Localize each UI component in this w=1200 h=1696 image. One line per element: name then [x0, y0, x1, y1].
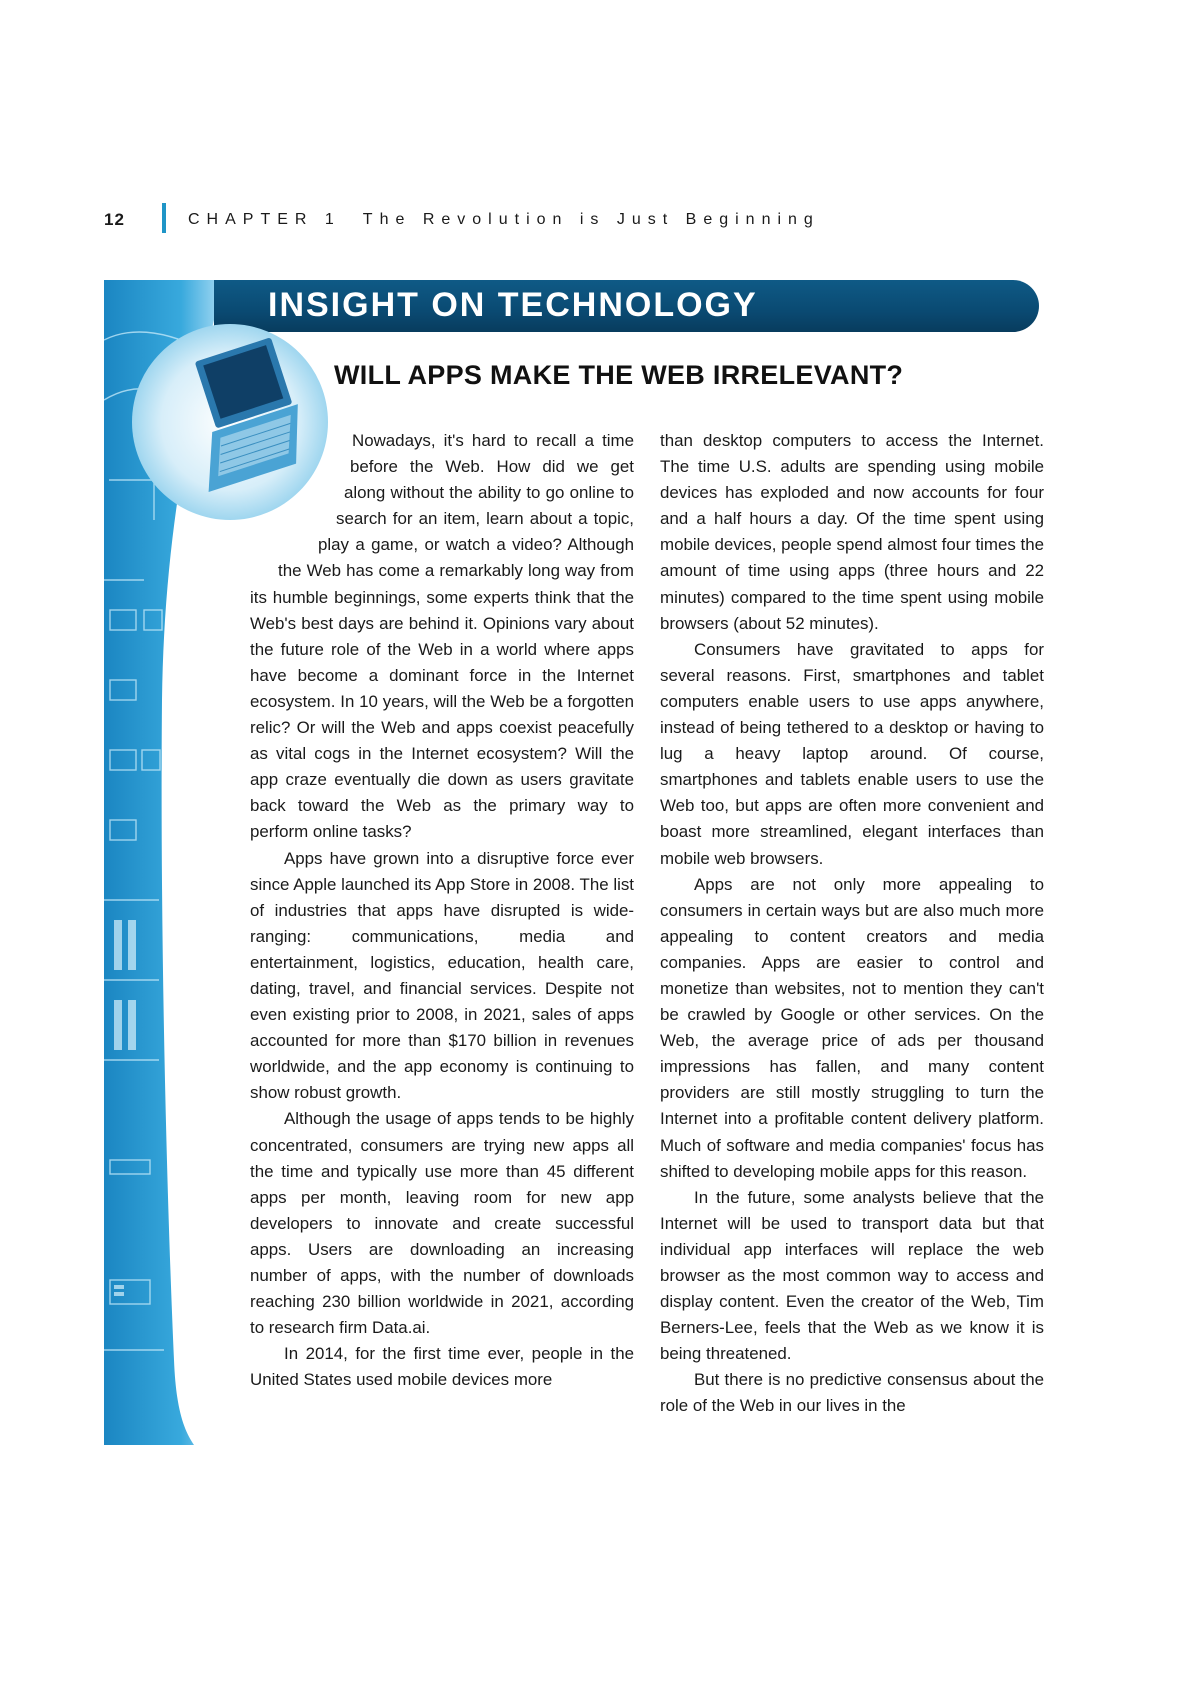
article-paragraph: Apps are not only more appealing to consumers in certain ways but are also much more appealing to content creators and media companies. Apps are easier to control and monetize than websites, not to mention they can't be crawled by Google or other services. On the Web, the average price of ads per thousand impressions has fallen, and many content providers are still mostly struggling to turn the Internet into a profitable content delivery platform. Much of software and media companies' focus has shifted to developing mobile apps for this reason.	[660, 874, 1044, 1181]
article-paragraph: Although the usage of apps tends to be highly concentrated, consumers are trying new apps all the time and typically use more than 45 different apps per month, leaving room for new app developers to innovate and create successful apps. Users are downloading an increasing number of apps, with the number of downloads reaching 230 billion worldwide in 2021, according to research firm Data.ai.	[250, 1109, 634, 1338]
chapter-number: CHAPTER 1	[188, 211, 341, 228]
article-paragraph: Nowadays, it's hard to recall a time before the Web. How did we get along without the ability to go online to search for an item, learn about a topic, play a game, or watch a video? Although the Web has come a remarkably long way from its humble beginnings, some experts think that the Web's best days are behind it. Opinions vary about the future role of the Web in a world where apps have become a dominant force in the Internet ecosystem. In 10 years, will the Web be a forgotten relic? Or will the Web and apps coexist peacefully as vital cogs in the Internet ecosystem? Will the app craze eventually die down as users gravitate back toward the Web as the primary way to perform online tasks?	[250, 431, 634, 842]
chapter-label	[188, 211, 820, 229]
feature-banner-title: INSIGHT ON TECHNOLOGY	[268, 286, 758, 324]
running-head	[104, 206, 1004, 238]
article-paragraph: In the future, some analysts believe that the Internet will be used to transport data but that individual app interfaces will replace the web browser as the most common way to access and display content. Even the creator of the Web, Tim Berners-Lee, feels that the Web as we know it is being threatened.	[660, 1187, 1044, 1364]
article-paragraph: But there is no predictive consensus about the role of the Web in our lives in the	[660, 1370, 1044, 1416]
running-head-rule	[162, 203, 166, 233]
article-paragraph: than desktop computers to access the Internet. The time U.S. adults are spending using mobile devices has exploded and now accounts for four and a half hours a day. Of the time spent using mobile devices, people spend almost four times the amount of time using apps (three hours and 22 minutes) compared to the time spent using mobile browsers (about 52 minutes).	[660, 431, 1044, 633]
article-column-2	[660, 428, 1044, 1420]
article-headline: WILL APPS MAKE THE WEB IRRELEVANT?	[334, 360, 904, 390]
article-column-1	[250, 428, 634, 1393]
article-paragraph: Apps have grown into a disruptive force ever since Apple launched its App Store in 2008. The list of industries that apps have disrupted is wide-ranging: communications, media and entertainment, logistics, education, health care, dating, travel, and financial services. Despite not even existing prior to 2008, in 2021, sales of apps accounted for more than $170 billion in revenues worldwide, and the app economy is continuing to show robust growth.	[250, 848, 634, 1103]
article-paragraph: In 2014, for the first time ever, people in the United States used mobile devices more	[250, 1344, 634, 1390]
chapter-title: The Revolution is Just Beginning	[362, 211, 820, 228]
article-paragraph: Consumers have gravitated to apps for several reasons. First, smartphones and tablet computers enable users to use apps anywhere, instead of being tethered to a desktop or having to lug a heavy laptop around. Of course, smartphones and tablets enable users to use the Web too, but apps are often more convenient and boast more streamlined, elegant interfaces than mobile web browsers.	[660, 639, 1044, 868]
page-number: 12	[104, 210, 125, 229]
